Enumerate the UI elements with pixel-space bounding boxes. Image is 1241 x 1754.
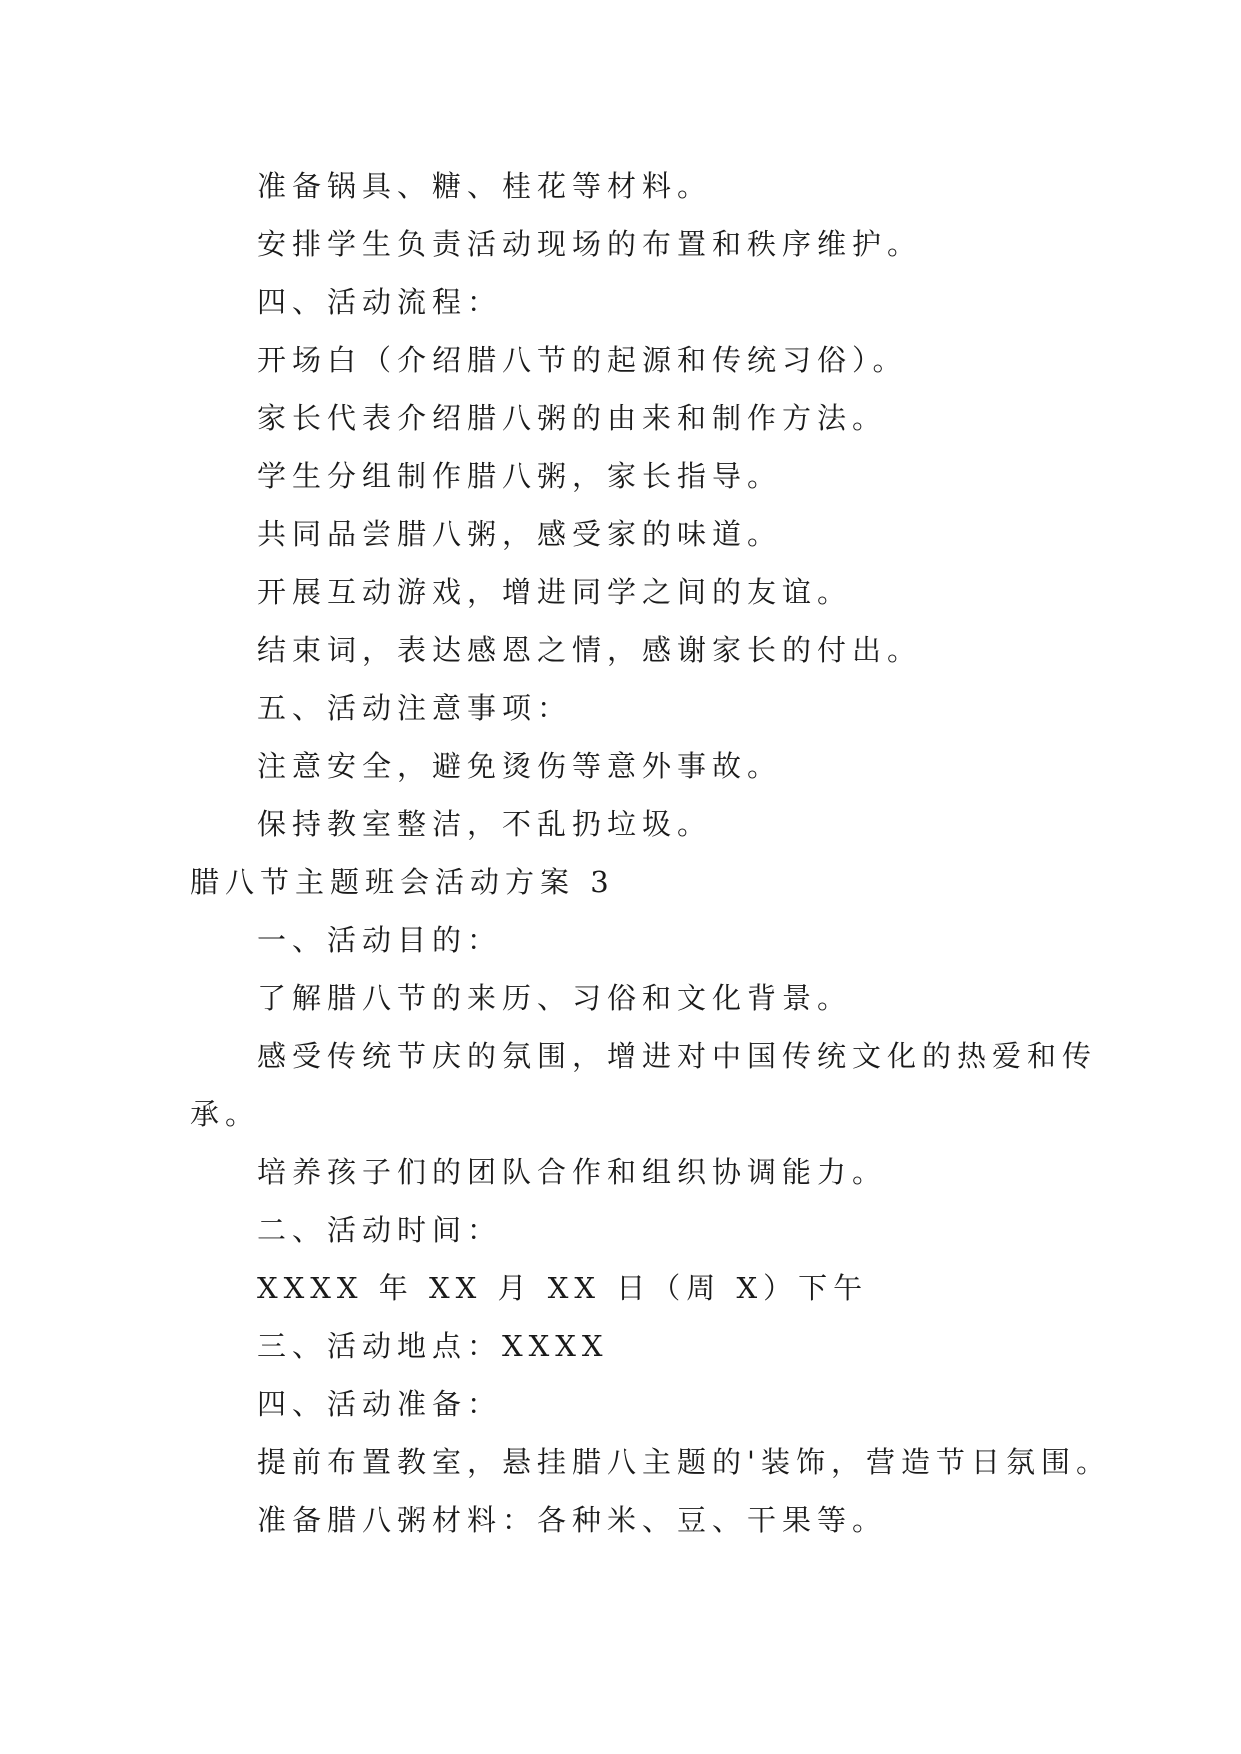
paragraph-continuation: 承。 xyxy=(190,1097,261,1131)
paragraph: 提前布置教室，悬挂腊八主题的'装饰，营造节日氛围。 xyxy=(257,1445,1111,1479)
paragraph: 注意安全，避免烫伤等意外事故。 xyxy=(257,749,783,783)
paragraph: 开展互动游戏，增进同学之间的友谊。 xyxy=(257,575,853,609)
paragraph: 开场白（介绍腊八节的起源和传统习俗）。 xyxy=(257,343,908,377)
document-title: 腊八节主题班会活动方案 3 xyxy=(190,865,615,899)
paragraph: 共同品尝腊八粥，感受家的味道。 xyxy=(257,517,783,551)
paragraph: 安排学生负责活动现场的布置和秩序维护。 xyxy=(257,227,923,261)
paragraph: 准备腊八粥材料：各种米、豆、干果等。 xyxy=(257,1503,888,1537)
paragraph: 培养孩子们的团队合作和组织协调能力。 xyxy=(257,1155,888,1189)
paragraph: XXXX 年 XX 月 XX 日（周 X）下午 xyxy=(257,1271,869,1305)
paragraph: 结束词，表达感恩之情，感谢家长的付出。 xyxy=(257,633,923,667)
section-heading: 一、活动目的： xyxy=(257,923,503,957)
paragraph: 保持教室整洁，不乱扔垃圾。 xyxy=(257,807,713,841)
paragraph: 了解腊八节的来历、习俗和文化背景。 xyxy=(257,981,853,1015)
section-heading: 四、活动准备： xyxy=(257,1387,503,1421)
section-heading: 二、活动时间： xyxy=(257,1213,503,1247)
section-heading: 五、活动注意事项： xyxy=(257,691,573,725)
paragraph: 家长代表介绍腊八粥的由来和制作方法。 xyxy=(257,401,888,435)
paragraph: 准备锅具、糖、桂花等材料。 xyxy=(257,169,713,203)
paragraph: 感受传统节庆的氛围，增进对中国传统文化的热爱和传 xyxy=(257,1039,1098,1073)
paragraph: 学生分组制作腊八粥，家长指导。 xyxy=(257,459,783,493)
section-heading: 四、活动流程： xyxy=(257,285,503,319)
section-heading: 三、活动地点：XXXX xyxy=(257,1329,609,1363)
